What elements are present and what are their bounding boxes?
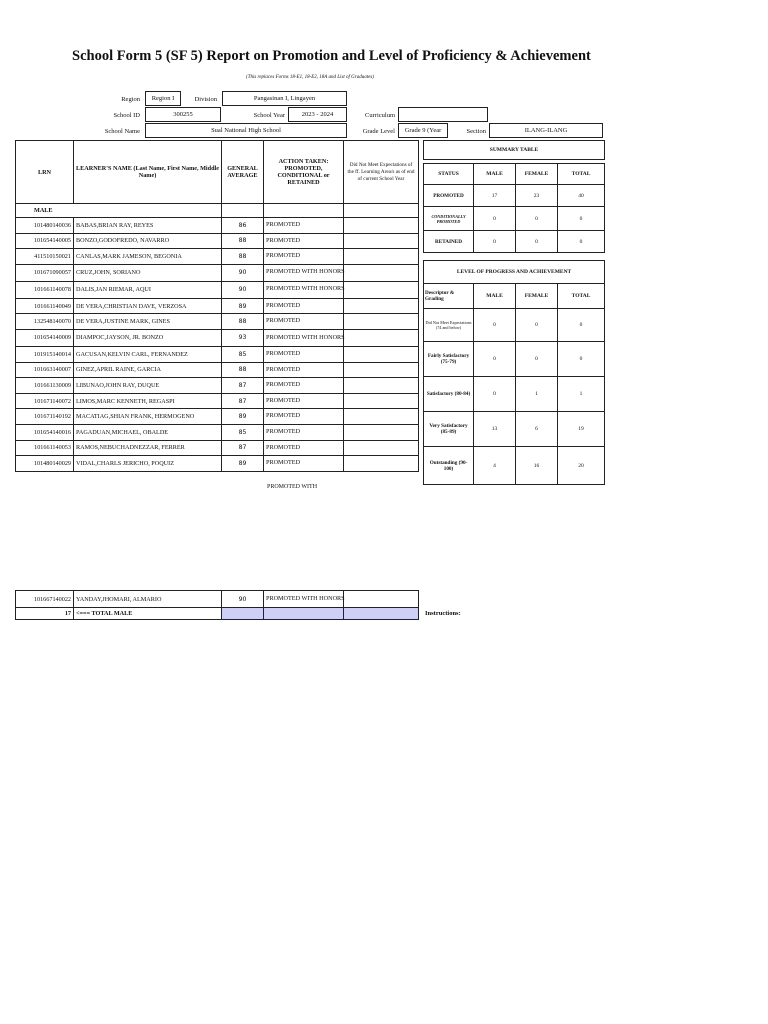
progress-row-fairly-satisfactory: Fairly Satisfactory (75-79) 0 0 0	[424, 342, 605, 377]
lrn-cell: 411510150021	[16, 249, 74, 265]
average-cell: 88	[222, 249, 264, 265]
division-label: Division	[194, 96, 217, 103]
name-cell: MACATIAG,SHIAN FRANK, HERMOGENO	[74, 409, 222, 425]
form-title: School Form 5 (SF 5) Report on Promotion and Level of Proficiency & Achievement	[72, 48, 591, 64]
average-cell: 90	[222, 264, 264, 281]
name-cell: VIDAL,CHARLS JERICHO, POQUIZ	[74, 456, 222, 472]
not-met-cell	[344, 314, 419, 330]
progress-col-descriptor: Descriptor & Grading	[424, 284, 474, 309]
lrn-cell: 132548140070	[16, 314, 74, 330]
not-met-cell	[344, 329, 419, 346]
curriculum-label: Curriculum	[365, 112, 395, 119]
action-cell: PROMOTED	[264, 424, 344, 440]
action-cell: PROMOTED	[264, 393, 344, 409]
action-cell: PROMOTED	[264, 362, 344, 378]
table-row	[16, 249, 419, 265]
col-not-met: Did Not Meet Expectations of the ff. Learning Area/s as of end of current School Year	[344, 141, 419, 204]
lrn-cell: 101661140053	[16, 440, 74, 456]
summary-row-promoted: PROMOTED 17 23 40	[424, 185, 605, 207]
action-cell: PROMOTED	[264, 409, 344, 425]
summary-title: SUMMARY TABLE	[424, 141, 605, 160]
table-row	[16, 264, 419, 281]
col-general-average: GENERAL AVERAGE	[222, 141, 264, 204]
learners-table	[15, 140, 419, 472]
lrn-cell: 101661130009	[16, 378, 74, 394]
not-met-cell	[344, 298, 419, 314]
section-value: ILANG-ILANG	[489, 123, 603, 138]
table-row	[16, 393, 419, 409]
table-row	[16, 218, 419, 234]
average-cell: 87	[222, 440, 264, 456]
table-row	[16, 409, 419, 425]
average-cell: 88	[222, 362, 264, 378]
learners-table-bottom	[15, 590, 419, 620]
name-cell: PAGADUAN,MICHAEL, OBALDE	[74, 424, 222, 440]
action-cell: PROMOTED	[264, 346, 344, 362]
summary-col-female: FEMALE	[516, 164, 558, 185]
table-row	[16, 424, 419, 440]
name-cell: DIAMPOC,JAYSON, JR. BONZO	[74, 329, 222, 346]
action-cell: PROMOTED	[264, 298, 344, 314]
not-met-cell	[344, 281, 419, 298]
action-cell: PROMOTED	[264, 249, 344, 265]
lrn-cell: 101654140016	[16, 424, 74, 440]
average-cell: 86	[222, 218, 264, 234]
progress-table	[423, 260, 605, 485]
division-value: Pangasinan I, Lingayen	[222, 91, 347, 106]
curriculum-value	[398, 107, 488, 122]
name-cell: DALIS,JAN RIEMAR, AQUI	[74, 281, 222, 298]
name-cell: GACUSAN,KELVIN CARL, FERNANDEZ	[74, 346, 222, 362]
table-row	[16, 440, 419, 456]
section-row-male	[16, 204, 419, 218]
progress-row-not-met: Did Not Meet Expectations (74 and below) 0 0 0	[424, 309, 605, 342]
name-cell: LIBUNAO,JOHN RAY, DUQUE	[74, 378, 222, 394]
region-value: Region I	[145, 91, 181, 106]
progress-row-satisfactory: Satisfactory (80-84) 0 1 1	[424, 377, 605, 412]
summary-col-male: MALE	[474, 164, 516, 185]
name-cell: YANDAY,JHOMARI, ALMARIO	[74, 591, 222, 608]
total-male-row	[16, 608, 419, 620]
average-cell: 87	[222, 378, 264, 394]
not-met-cell	[344, 440, 419, 456]
progress-row-very-satisfactory: Very Satisfactory (85-89) 13 6 19	[424, 412, 605, 447]
name-cell: RAMOS,NEBUCHADNEZZAR, FERRER	[74, 440, 222, 456]
action-cell: PROMOTED WITH HONORS	[264, 329, 344, 346]
form-subtitle: (This replaces Forms 18-E1, 18-E2, 18A and List of Graduates)	[246, 75, 374, 80]
summary-row-conditional: CONDITIONALLY PROMOTED 0 0 0	[424, 207, 605, 231]
action-cell: PROMOTED WITH HONORS	[264, 281, 344, 298]
average-cell: 90	[222, 591, 264, 608]
cut-row-text: PROMOTED WITH	[267, 484, 318, 490]
school-name-label: School Name	[104, 128, 140, 135]
action-cell: PROMOTED	[264, 218, 344, 234]
average-cell: 89	[222, 409, 264, 425]
total-action-cell	[264, 608, 344, 620]
grade-level-value: Grade 9 (Year	[398, 123, 448, 138]
summary-col-status: STATUS	[424, 164, 474, 185]
table-row	[16, 378, 419, 394]
school-id-label: School ID	[113, 112, 140, 119]
table-row	[16, 362, 419, 378]
not-met-cell	[344, 424, 419, 440]
total-male-count: 17	[16, 608, 74, 620]
lrn-cell: 101654140005	[16, 233, 74, 249]
lrn-cell: 101667140022	[16, 591, 74, 608]
progress-row-outstanding: Outstanding (90-100) 4 16 20	[424, 447, 605, 485]
average-cell: 90	[222, 281, 264, 298]
summary-col-total: TOTAL	[558, 164, 605, 185]
school-name-value: Sual National High School	[145, 123, 347, 138]
instructions-label: Instructions:	[425, 610, 461, 617]
not-met-cell	[344, 346, 419, 362]
lrn-cell: 101671090057	[16, 264, 74, 281]
cut-row	[15, 478, 418, 490]
summary-row-retained: RETAINED 0 0 0	[424, 231, 605, 253]
action-cell: PROMOTED WITH HONORS	[264, 264, 344, 281]
not-met-cell	[344, 264, 419, 281]
not-met-cell	[344, 218, 419, 234]
action-cell: PROMOTED	[264, 378, 344, 394]
total-male-label: <=== TOTAL MALE	[74, 608, 222, 620]
progress-col-female: FEMALE	[516, 284, 558, 309]
table-row	[16, 591, 419, 608]
total-not-met-cell	[344, 608, 419, 620]
total-average-cell	[222, 608, 264, 620]
name-cell: BONZO,GODOFREDO, NAVARRO	[74, 233, 222, 249]
name-cell: BABAS,BRIAN RAY, REYES	[74, 218, 222, 234]
progress-title: LEVEL OF PROGRESS AND ACHIEVEMENT	[424, 261, 605, 284]
grade-level-label: Grade Level	[362, 128, 395, 135]
name-cell: DE VERA,JUSTINE MARK, GINES	[74, 314, 222, 330]
lrn-cell: 101661140078	[16, 281, 74, 298]
region-label: Region	[121, 96, 140, 103]
action-cell: PROMOTED	[264, 440, 344, 456]
action-cell: PROMOTED	[264, 233, 344, 249]
action-cell: PROMOTED	[264, 456, 344, 472]
section-label: Section	[466, 128, 486, 135]
average-cell: 93	[222, 329, 264, 346]
summary-table	[423, 140, 605, 253]
name-cell: GINEZ,APRIL RAINE, GARCIA	[74, 362, 222, 378]
school-year-value: 2023 - 2024	[288, 107, 347, 122]
name-cell: LIMOS,MARC KENNETH, REGASPI	[74, 393, 222, 409]
average-cell: 87	[222, 393, 264, 409]
average-cell: 88	[222, 314, 264, 330]
average-cell: 85	[222, 424, 264, 440]
col-lrn: LRN	[16, 141, 74, 204]
not-met-cell	[344, 393, 419, 409]
table-row	[16, 281, 419, 298]
lrn-cell: 101915140014	[16, 346, 74, 362]
table-row	[16, 298, 419, 314]
table-row	[16, 456, 419, 472]
not-met-cell	[344, 409, 419, 425]
table-row	[16, 329, 419, 346]
lrn-cell: 101663140007	[16, 362, 74, 378]
school-id-value: 300255	[145, 107, 221, 122]
section-label-male: MALE	[16, 204, 222, 218]
table-row	[16, 346, 419, 362]
col-action-taken: ACTION TAKEN: PROMOTED, CONDITIONAL or RETAINED	[264, 141, 344, 204]
col-learner-name: LEARNER'S NAME (Last Name, First Name, Middle Name)	[74, 141, 222, 204]
action-cell: PROMOTED	[264, 314, 344, 330]
not-met-cell	[344, 591, 419, 608]
not-met-cell	[344, 456, 419, 472]
school-year-label: School Year	[253, 112, 285, 119]
progress-col-total: TOTAL	[558, 284, 605, 309]
average-cell: 85	[222, 346, 264, 362]
table-row	[16, 314, 419, 330]
not-met-cell	[344, 378, 419, 394]
average-cell: 89	[222, 298, 264, 314]
lrn-cell: 101480140036	[16, 218, 74, 234]
action-cell: PROMOTED WITH HONORS	[264, 591, 344, 608]
name-cell: CANLAS,MARK JAMESON, BEGONIA	[74, 249, 222, 265]
not-met-cell	[344, 249, 419, 265]
not-met-cell	[344, 233, 419, 249]
average-cell: 89	[222, 456, 264, 472]
name-cell: CRUZ,JOHN, SORIANO	[74, 264, 222, 281]
lrn-cell: 101671140072	[16, 393, 74, 409]
table-row	[16, 233, 419, 249]
lrn-cell: 101480140029	[16, 456, 74, 472]
average-cell: 88	[222, 233, 264, 249]
progress-col-male: MALE	[474, 284, 516, 309]
lrn-cell: 101654140009	[16, 329, 74, 346]
lrn-cell: 101671140192	[16, 409, 74, 425]
not-met-cell	[344, 362, 419, 378]
lrn-cell: 101661140049	[16, 298, 74, 314]
name-cell: DE VERA,CHRISTIAN DAVE, VERZOSA	[74, 298, 222, 314]
